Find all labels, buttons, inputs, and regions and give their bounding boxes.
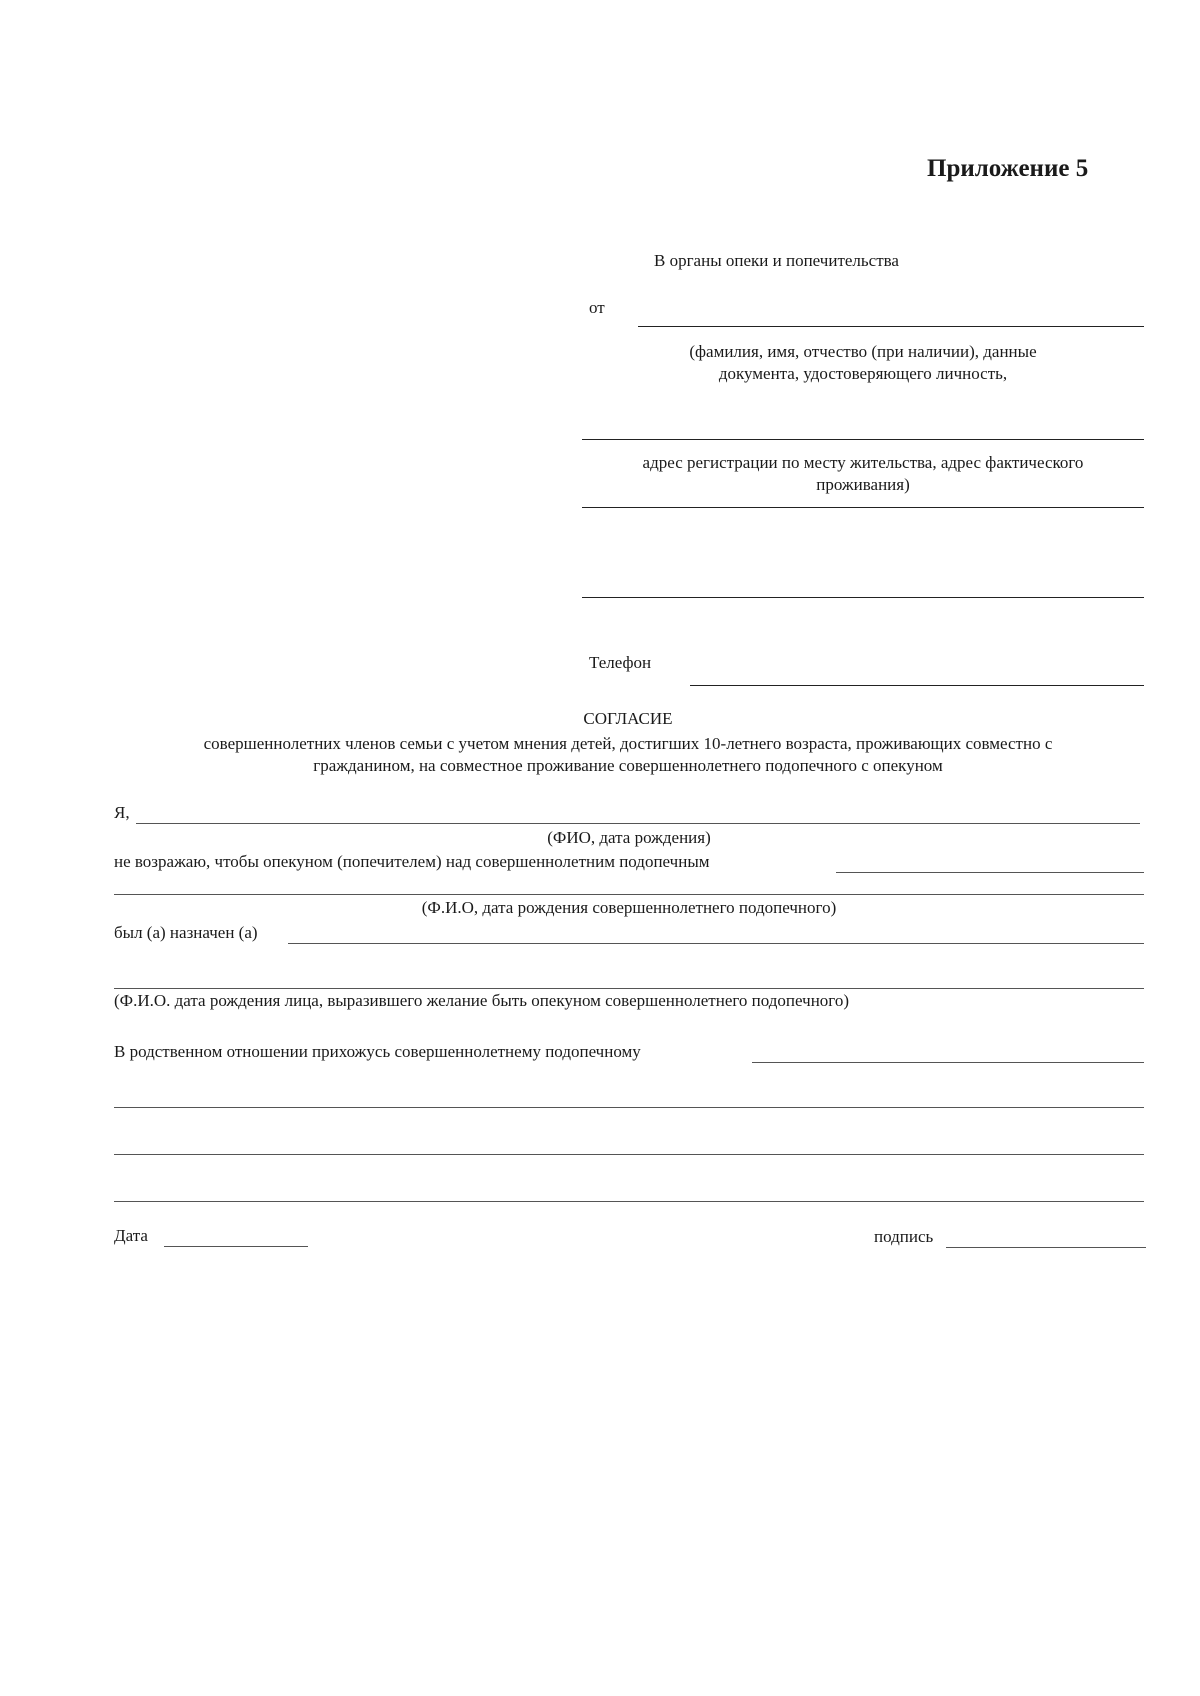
fio-field[interactable] xyxy=(136,803,1140,823)
consent-title: СОГЛАСИЕ xyxy=(583,709,673,728)
from-caption-line-2: документа, удостоверяющего личность, xyxy=(718,364,1008,383)
consent-subtitle xyxy=(100,733,1156,777)
signature-line xyxy=(946,1247,1146,1248)
guardian-line-2 xyxy=(114,988,1144,989)
address-caption-line-2: проживания) xyxy=(816,475,910,494)
relation-line-3 xyxy=(114,1154,1144,1155)
addressee-text: В органы опеки и попечительства xyxy=(654,251,899,270)
relation-line xyxy=(752,1062,1144,1063)
identity-document-field[interactable] xyxy=(582,418,1144,438)
fio-caption: (ФИО, дата рождения) xyxy=(547,828,711,847)
relation-field-2[interactable] xyxy=(114,1087,1144,1107)
appendix-title: Приложение 5 xyxy=(927,155,1089,182)
guardian-line xyxy=(288,943,1144,944)
from-line xyxy=(638,326,1144,327)
ward-caption: (Ф.И.О, дата рождения совершеннолетнего подопечного) xyxy=(421,898,837,917)
address-line-2 xyxy=(582,597,1144,598)
fio-line xyxy=(136,823,1140,824)
address-line-1 xyxy=(582,507,1144,508)
from-caption xyxy=(582,341,1144,385)
ward-field[interactable] xyxy=(836,852,1144,872)
signature-label: подпись xyxy=(874,1227,934,1246)
relation-line-4 xyxy=(114,1201,1144,1202)
ward-line xyxy=(836,872,1144,873)
from-field[interactable] xyxy=(638,305,1144,325)
appointed-label: был (а) назначен (а) xyxy=(114,923,258,942)
date-label: Дата xyxy=(114,1226,148,1245)
date-line xyxy=(164,1246,308,1247)
relation-text: В родственном отношении прихожусь совершеннолетнему подопечному xyxy=(114,1042,641,1061)
from-caption-line-1: (фамилия, имя, отчество (при наличии), данные xyxy=(689,342,1037,361)
guardian-field-2[interactable] xyxy=(114,968,1144,988)
signature-field[interactable] xyxy=(946,1227,1146,1247)
relation-line-2 xyxy=(114,1107,1144,1108)
ward-field-2[interactable] xyxy=(114,874,1144,894)
guardian-field[interactable] xyxy=(288,923,1144,943)
address-field-2[interactable] xyxy=(582,576,1144,596)
phone-field[interactable] xyxy=(690,664,1144,684)
identity-document-line xyxy=(582,439,1144,440)
relation-field-3[interactable] xyxy=(114,1134,1144,1154)
relation-field-4[interactable] xyxy=(114,1181,1144,1201)
consent-subtitle-line-2: гражданином, на совместное проживание совершеннолетнего подопечного с опекуном xyxy=(313,756,943,775)
from-label: от xyxy=(589,298,605,317)
address-caption-line-1: адрес регистрации по месту жительства, адрес фактического xyxy=(642,453,1084,472)
i-label: Я, xyxy=(114,803,130,822)
address-field-1[interactable] xyxy=(582,486,1144,506)
ward-line-2 xyxy=(114,894,1144,895)
date-field[interactable] xyxy=(164,1226,308,1246)
relation-field[interactable] xyxy=(752,1042,1144,1062)
phone-label: Телефон xyxy=(589,653,652,672)
consent-subtitle-line-1: совершеннолетних членов семьи с учетом мнения детей, достигших 10-летнего возраста, проживающих совместно с xyxy=(203,734,1053,753)
no-objection-text: не возражаю, чтобы опекуном (попечителем) над совершеннолетним подопечным xyxy=(114,852,710,871)
guardian-caption: (Ф.И.О. дата рождения лица, выразившего желание быть опекуном совершеннолетнего подопечного) xyxy=(114,991,850,1010)
phone-line xyxy=(690,685,1144,686)
